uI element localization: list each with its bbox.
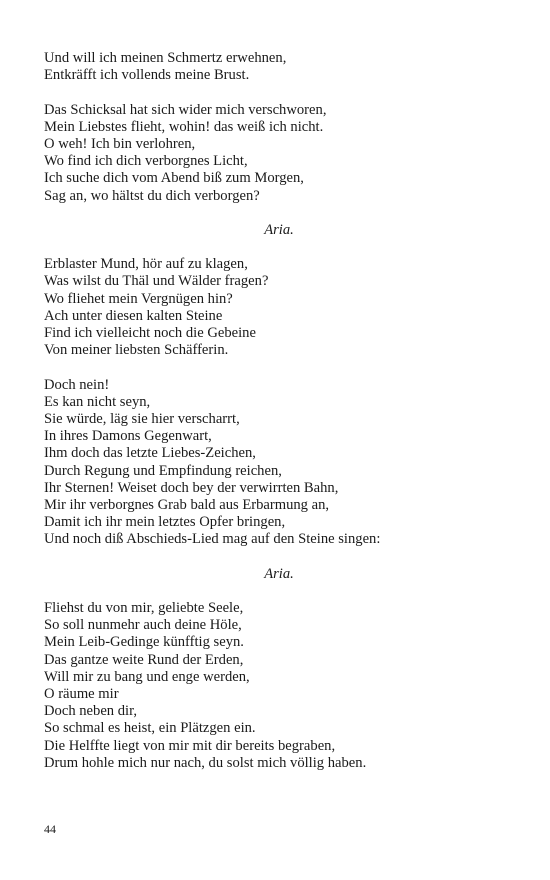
verse-line: Das Schicksal hat sich wider mich verschworen, [44,101,327,118]
verse-line: So soll nunmehr auch deine Höle, [44,617,242,634]
verse-line: Fliehst du von mir, geliebte Seele, [44,600,244,617]
stanza-5 [44,600,514,772]
verse-line: Ihr Sternen! Weiset doch bey der verwirrten Bahn, [44,479,339,496]
verse-line: Doch neben dir, [44,703,138,720]
verse-line: So schmal es heist, ein Plätzgen ein. [44,720,256,737]
verse-line: Mein Leib-Gedinge künfftig seyn. [44,634,244,651]
verse-line: Sie würde, läg sie hier verscharrt, [44,410,240,427]
verse-line: Mir ihr verborgnes Grab bald aus Erbarmung an, [44,496,330,513]
verse-line: Mein Liebstes flieht, wohin! das weiß ich nicht. [44,118,324,135]
stanza-4 [44,377,514,549]
verse-line: Erblaster Mund, hör auf zu klagen, [44,256,248,273]
verse-line: Sag an, wo hältst du dich verborgen? [44,187,260,204]
poem-text [44,50,514,789]
verse-line: Wo fliehet mein Vergnügen hin? [44,290,233,307]
verse-line: Find ich vielleicht noch die Gebeine [44,325,256,342]
verse-line: Was wilst du Thäl und Wälder fragen? [44,273,269,290]
verse-line: Und will ich meinen Schmertz erwehnen, [44,50,287,66]
verse-line: Damit ich ihr mein letztes Opfer bringen, [44,514,286,531]
aria-heading: Aria. [264,565,294,582]
verse-line: Durch Regung und Empfindung reichen, [44,462,282,479]
verse-line: Das gantze weite Rund der Erden, [44,651,244,668]
verse-line: Ach unter diesen kalten Steine [44,307,223,324]
verse-line: Und noch diß Abschieds-Lied mag auf den Steine singen: [44,531,381,548]
stanza-3 [44,256,514,359]
verse-line: Will mir zu bang und enge werden, [44,668,250,685]
verse-line: Wo find ich dich verborgnes Licht, [44,153,248,170]
verse-line: Drum hohle mich nur nach, du solst mich völlig haben. [44,754,367,771]
page-number: 44 [44,822,56,836]
verse-line: Von meiner liebsten Schäfferin. [44,342,229,359]
verse-line: Die Helffte liegt von mir mit dir bereits begraben, [44,737,336,754]
verse-line: O weh! Ich bin verlohren, [44,135,196,152]
stanza-1 [44,50,514,84]
verse-line: Es kan nicht seyn, [44,393,151,410]
stanza-2 [44,102,514,205]
verse-line: Ich suche dich vom Abend biß zum Morgen, [44,170,304,187]
aria-heading: Aria. [264,221,294,238]
verse-line: Entkräfft ich vollends meine Brust. [44,67,250,84]
verse-line: Ihm doch das letzte Liebes-Zeichen, [44,445,256,462]
verse-line: O räume mir [44,685,119,702]
verse-line: Doch nein! [44,376,110,393]
verse-line: In ihres Damons Gegenwart, [44,428,212,445]
